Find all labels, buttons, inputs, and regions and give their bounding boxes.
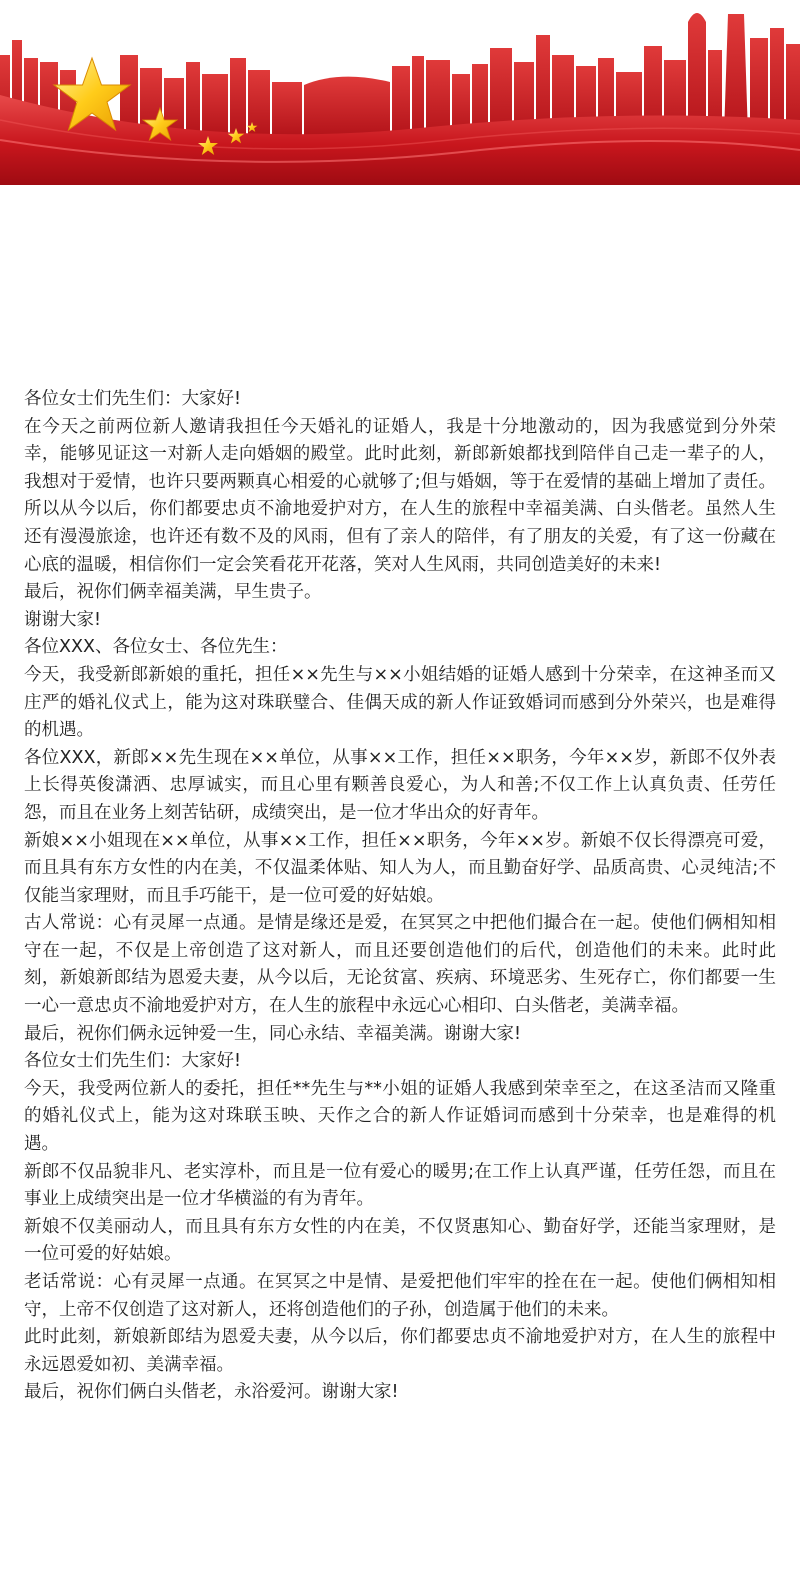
skyline-graphic (0, 0, 800, 185)
paragraph: 最后，祝你们俩白头偕老，永浴爱河。谢谢大家! (24, 1382, 399, 1403)
paragraph: 最后，祝你们俩永远钟爱一生，同心永结、幸福美满。谢谢大家! (24, 1023, 522, 1044)
paragraph: 古人常说：心有灵犀一点通。是情是缘还是爱，在冥冥之中把他们撮合在一起。使他们俩相知相守在一起，不仅是上帝创造了这对新人，而且还要创造他们的后代，创造他们的未来。此时此刻，新娘新郎结为恩爱夫妻，从今以后，无论贫富、疾病、环境恶劣、生死存亡，你们都要一生一心一意忠贞不渝地爱护对方，在人生的旅程中永远心心相印、白头偕老，美满幸福。 (24, 913, 776, 1017)
paragraph: 各位XXX、各位女士、各位先生： (24, 637, 288, 658)
paragraph: 各位XXX，新郎××先生现在××单位，从事××工作，担任××职务，今年××岁，新郎不仅外表上长得英俊潇洒、忠厚诚实，而且心里有颗善良爱心，为人和善;不仅工作上认真负责、任劳任怨，而且在业务上刻苦钻研，成绩突出，是一位才华出众的好青年。 (24, 747, 776, 823)
paragraph: 新郎不仅品貌非凡、老实淳朴，而且是一位有爱心的暖男;在工作上认真严谨，任劳任怨，而且在事业上成绩突出是一位才华横溢的有为青年。 (24, 1161, 776, 1210)
paragraph: 在今天之前两位新人邀请我担任今天婚礼的证婚人，我是十分地激动的，因为我感觉到分外荣幸，能够见证这一对新人走向婚姻的殿堂。此时此刻，新郎新娘都找到陪伴自己走一辈子的人，我想对于爱情，也许只要两颗真心相爱的心就够了;但与婚姻，等于在爱情的基础上增加了责任。所以从今以后，你们都要忠贞不渝地爱护对方，在人生的旅程中幸福美满、白头偕老。虽然人生还有漫漫旅途，也许还有数不及的风雨，但有了亲人的陪伴，有了朋友的关爱，有了这一份藏在心底的温暖，相信你们一定会笑看花开花落，笑对人生风雨，共同创造美好的未来! (24, 416, 776, 575)
paragraph: 谢谢大家! (24, 609, 102, 630)
paragraph: 新娘不仅美丽动人，而且具有东方女性的内在美，不仅贤惠知心、勤奋好学，还能当家理财，是一位可爱的好姑娘。 (24, 1216, 776, 1265)
paragraph: 最后，祝你们俩幸福美满，早生贵子。 (24, 582, 322, 603)
paragraph: 老话常说：心有灵犀一点通。在冥冥之中是情、是爱把他们牢牢的拴在在一起。使他们俩相知相守，上帝不仅创造了这对新人，还将创造他们的子孙，创造属于他们的未来。 (24, 1272, 776, 1320)
paragraph: 各位女士们先生们：大家好! (24, 1051, 242, 1072)
paragraph: 新娘××小姐现在××单位，从事××工作，担任××职务，今年××岁。新娘不仅长得漂亮可爱，而且具有东方女性的内在美，不仅温柔体贴、知人为人，而且勤奋好学、品质高贵、心灵纯洁;不仅能当家理财，而且手巧能干，是一位可爱的好姑娘。 (24, 830, 776, 906)
paragraph: 此时此刻，新娘新郎结为恩爱夫妻，从今以后，你们都要忠贞不渝地爱护对方，在人生的旅程中永远恩爱如初、美满幸福。 (24, 1327, 776, 1375)
paragraph: 各位女士们先生们：大家好! (24, 389, 242, 409)
header-banner (0, 0, 800, 185)
paragraph: 今天，我受两位新人的委托，担任**先生与**小姐的证婚人我感到荣幸至之，在这圣洁而又隆重的婚礼仪式上，能为这对珠联玉映、天作之合的新人作证婚词而感到十分荣幸，也是难得的机遇。 (24, 1078, 776, 1155)
speech-text (24, 386, 776, 1407)
paragraph: 今天，我受新郎新娘的重托，担任××先生与××小姐结婚的证婚人感到十分荣幸，在这神圣而又庄严的婚礼仪式上，能为这对珠联璧合、佳偶天成的新人作证致婚词而感到分外荣兴，也是难得的机遇。 (24, 664, 776, 741)
